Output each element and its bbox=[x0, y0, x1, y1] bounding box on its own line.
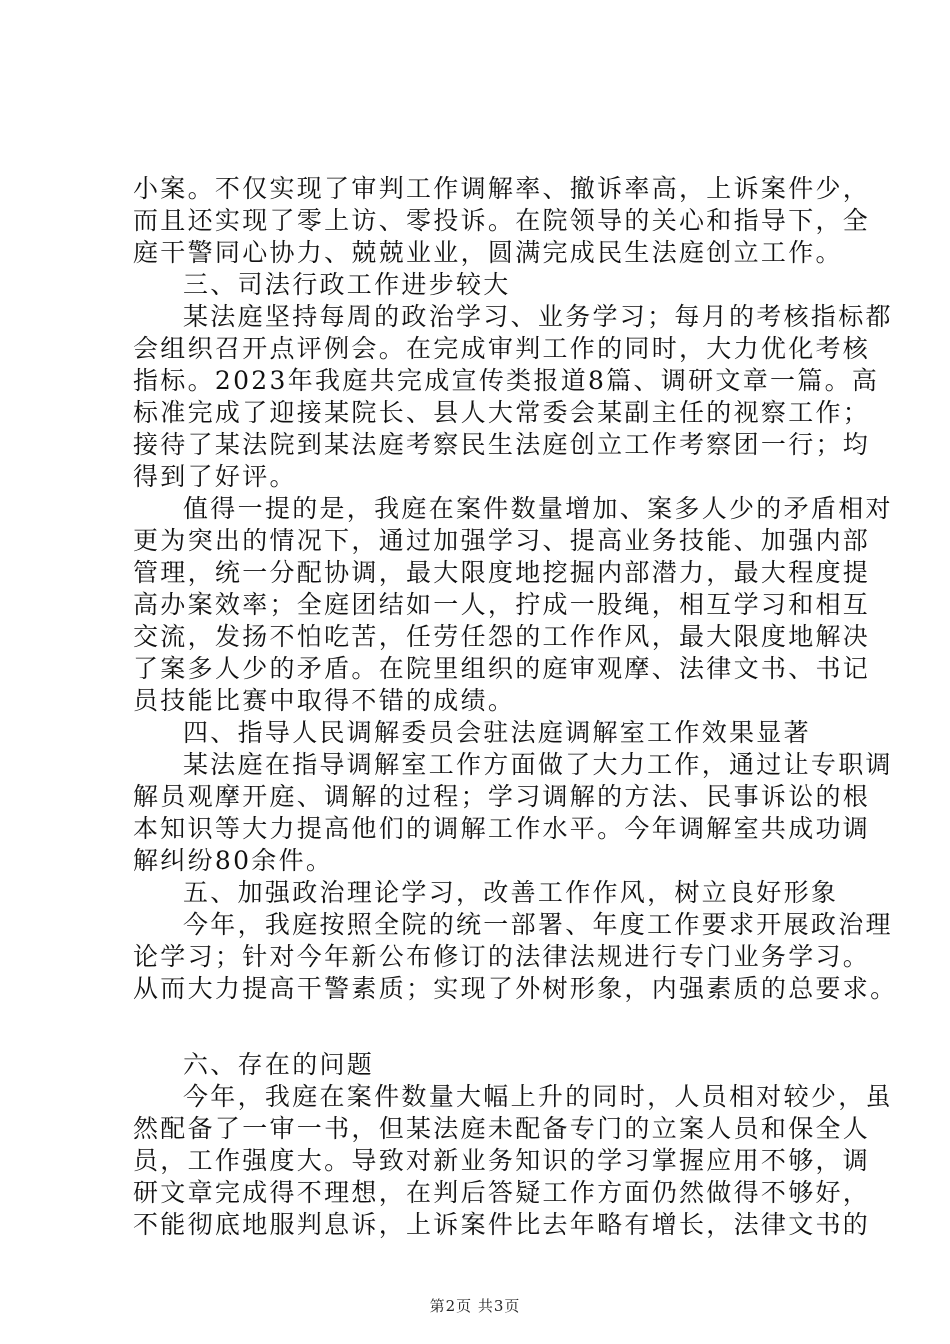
text-line: 研文章完成得不理想，在判后答疑工作方面仍然做得不够好， bbox=[133, 1178, 871, 1207]
section-heading-3: 三、司法行政工作进步较大 bbox=[183, 270, 511, 299]
paragraph-gap bbox=[133, 1005, 833, 1049]
text-line: 今年，我庭按照全院的统一部署、年度工作要求开展政治理 bbox=[183, 910, 893, 939]
text-line: 得到了好评。 bbox=[133, 462, 297, 491]
text-line: 不能彻底地服判息诉，上诉案件比去年略有增长，法律文书的 bbox=[133, 1210, 871, 1239]
text-line: 更为突出的情况下，通过加强学习、提高业务技能、加强内部 bbox=[133, 526, 871, 555]
text-line: 指标。2023年我庭共完成宣传类报道8篇、调研文章一篇。高 bbox=[133, 366, 880, 395]
page-number-footer: 第2页 共3页 bbox=[429, 1297, 521, 1315]
text-line: 值得一提的是，我庭在案件数量增加、案多人少的矛盾相对 bbox=[183, 494, 893, 523]
text-line: 小案。不仅实现了审判工作调解率、撤诉率高，上诉案件少， bbox=[133, 174, 871, 203]
text-line: 解员观摩开庭、调解的过程；学习调解的方法、民事诉讼的根 bbox=[133, 782, 871, 811]
text-line: 交流，发扬不怕吃苦，任劳任怨的工作作风，最大限度地解决 bbox=[133, 622, 871, 651]
document-body bbox=[133, 173, 898, 1241]
text-line: 论学习；针对今年新公布修订的法律法规进行专门业务学习。 bbox=[133, 942, 871, 971]
text-line: 接待了某法院到某法庭考察民生法庭创立工作考察团一行；均 bbox=[133, 430, 871, 459]
text-line: 管理，统一分配协调，最大限度地挖掘内部潜力，最大程度提 bbox=[133, 558, 871, 587]
text-line: 解纠纷80余件。 bbox=[133, 846, 334, 875]
text-line: 会组织召开点评例会。在完成审判工作的同时，大力优化考核 bbox=[133, 334, 871, 363]
text-line: 今年，我庭在案件数量大幅上升的同时，人员相对较少，虽 bbox=[183, 1082, 893, 1111]
text-line: 本知识等大力提高他们的调解工作水平。今年调解室共成功调 bbox=[133, 814, 871, 843]
text-line: 标准完成了迎接某院长、县人大常委会某副主任的视察工作； bbox=[133, 398, 871, 427]
text-line: 员技能比赛中取得不错的成绩。 bbox=[133, 686, 516, 715]
text-line: 员，工作强度大。导致对新业务知识的学习掌握应用不够，调 bbox=[133, 1146, 871, 1175]
section-heading-4: 四、指导人民调解委员会驻法庭调解室工作效果显著 bbox=[183, 718, 811, 747]
section-heading-5: 五、加强政治理论学习，改善工作作风，树立良好形象 bbox=[183, 878, 839, 907]
section-heading-6: 六、存在的问题 bbox=[183, 1050, 375, 1079]
text-line: 了案多人少的矛盾。在院里组织的庭审观摩、法律文书、书记 bbox=[133, 654, 871, 683]
text-line: 高办案效率；全庭团结如一人，拧成一股绳，相互学习和相互 bbox=[133, 590, 871, 619]
text-line: 而且还实现了零上访、零投诉。在院领导的关心和指导下，全 bbox=[133, 206, 871, 235]
text-line: 某法庭在指导调解室工作方面做了大力工作，通过让专职调 bbox=[183, 750, 893, 779]
text-line: 庭干警同心协力、兢兢业业，圆满完成民生法庭创立工作。 bbox=[133, 238, 843, 267]
text-line: 从而大力提高干警素质；实现了外树形象，内强素质的总要求。 bbox=[133, 974, 898, 1003]
text-line: 某法庭坚持每周的政治学习、业务学习；每月的考核指标都 bbox=[183, 302, 893, 331]
text-line: 然配备了一审一书，但某法庭未配备专门的立案人员和保全人 bbox=[133, 1114, 871, 1143]
